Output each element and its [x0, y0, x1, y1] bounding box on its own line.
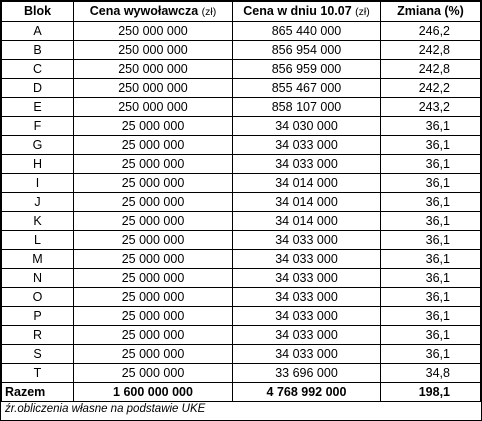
source-note: źr.obliczenia własne na podstawie UKE [5, 403, 206, 415]
cell-cena-wywolawcza: 250 000 000 [74, 98, 233, 117]
cell-zmiana: 242,8 [381, 41, 481, 60]
cell-cena-wywolawcza: 25 000 000 [74, 117, 233, 136]
total-row [2, 383, 481, 402]
cell-cena-wywolawcza: 250 000 000 [74, 41, 233, 60]
table-row [2, 212, 481, 231]
cell-zmiana: 36,1 [381, 326, 481, 345]
cell-cena-w-dniu: 34 033 000 [233, 288, 381, 307]
total-cena-wywolawcza: 1 600 000 000 [74, 383, 233, 402]
cell-cena-wywolawcza: 25 000 000 [74, 364, 233, 383]
cell-blok: F [2, 117, 74, 136]
cell-cena-w-dniu: 34 030 000 [233, 117, 381, 136]
table-row [2, 174, 481, 193]
cell-blok: R [2, 326, 74, 345]
cell-blok: O [2, 288, 74, 307]
cell-zmiana: 242,2 [381, 79, 481, 98]
cell-cena-w-dniu: 34 014 000 [233, 193, 381, 212]
cell-cena-wywolawcza: 25 000 000 [74, 174, 233, 193]
cell-blok: H [2, 155, 74, 174]
cell-cena-w-dniu: 34 033 000 [233, 269, 381, 288]
table-row [2, 345, 481, 364]
table-row [2, 117, 481, 136]
cell-blok: B [2, 41, 74, 60]
cell-blok: D [2, 79, 74, 98]
cell-cena-w-dniu: 34 033 000 [233, 250, 381, 269]
cell-cena-wywolawcza: 250 000 000 [74, 60, 233, 79]
cell-zmiana: 36,1 [381, 155, 481, 174]
cell-zmiana: 36,1 [381, 136, 481, 155]
table-row [2, 79, 481, 98]
cell-cena-w-dniu: 33 696 000 [233, 364, 381, 383]
cell-zmiana: 36,1 [381, 193, 481, 212]
cell-blok: J [2, 193, 74, 212]
cell-cena-wywolawcza: 25 000 000 [74, 269, 233, 288]
cell-blok: A [2, 22, 74, 41]
total-zmiana: 198,1 [381, 383, 481, 402]
cell-blok: P [2, 307, 74, 326]
cell-cena-wywolawcza: 25 000 000 [74, 155, 233, 174]
cell-cena-wywolawcza: 25 000 000 [74, 288, 233, 307]
header-row [2, 2, 481, 22]
header-blok: Blok [2, 2, 74, 22]
cell-cena-w-dniu: 34 033 000 [233, 307, 381, 326]
cell-blok: M [2, 250, 74, 269]
cell-cena-wywolawcza: 250 000 000 [74, 79, 233, 98]
table-row [2, 307, 481, 326]
cell-blok: G [2, 136, 74, 155]
cell-cena-wywolawcza: 25 000 000 [74, 231, 233, 250]
table-row [2, 231, 481, 250]
cell-cena-wywolawcza: 25 000 000 [74, 136, 233, 155]
cell-zmiana: 36,1 [381, 117, 481, 136]
cell-cena-wywolawcza: 25 000 000 [74, 326, 233, 345]
cell-cena-w-dniu: 34 014 000 [233, 212, 381, 231]
cell-cena-w-dniu: 865 440 000 [233, 22, 381, 41]
table-body [2, 22, 481, 383]
cell-cena-w-dniu: 34 014 000 [233, 174, 381, 193]
cell-cena-wywolawcza: 25 000 000 [74, 212, 233, 231]
cell-cena-w-dniu: 34 033 000 [233, 326, 381, 345]
cell-zmiana: 34,8 [381, 364, 481, 383]
cell-cena-w-dniu: 34 033 000 [233, 136, 381, 155]
total-cena-w-dniu: 4 768 992 000 [233, 383, 381, 402]
cell-blok: E [2, 98, 74, 117]
cell-blok: I [2, 174, 74, 193]
cell-blok: L [2, 231, 74, 250]
table-row [2, 60, 481, 79]
cell-blok: S [2, 345, 74, 364]
table-row [2, 98, 481, 117]
cell-cena-wywolawcza: 25 000 000 [74, 250, 233, 269]
cell-zmiana: 36,1 [381, 250, 481, 269]
total-label: Razem [2, 383, 74, 402]
table-row [2, 269, 481, 288]
cell-blok: K [2, 212, 74, 231]
table-row [2, 326, 481, 345]
table-row [2, 136, 481, 155]
cell-zmiana: 36,1 [381, 212, 481, 231]
header-cena-w-dniu: Cena w dniu 10.07 (zł) [233, 2, 381, 22]
table-row [2, 41, 481, 60]
header-cena-wywolawcza: Cena wywoławcza (zł) [74, 2, 233, 22]
cell-cena-wywolawcza: 250 000 000 [74, 22, 233, 41]
cell-cena-wywolawcza: 25 000 000 [74, 307, 233, 326]
cell-zmiana: 36,1 [381, 174, 481, 193]
cell-cena-w-dniu: 856 954 000 [233, 41, 381, 60]
cell-cena-w-dniu: 856 959 000 [233, 60, 381, 79]
cell-cena-w-dniu: 858 107 000 [233, 98, 381, 117]
table-row [2, 193, 481, 212]
cell-cena-w-dniu: 34 033 000 [233, 155, 381, 174]
cell-zmiana: 36,1 [381, 288, 481, 307]
cell-zmiana: 36,1 [381, 269, 481, 288]
cell-cena-wywolawcza: 25 000 000 [74, 193, 233, 212]
cell-cena-w-dniu: 855 467 000 [233, 79, 381, 98]
cell-blok: C [2, 60, 74, 79]
table-row [2, 364, 481, 383]
table-row [2, 250, 481, 269]
cell-cena-w-dniu: 34 033 000 [233, 345, 381, 364]
header-zmiana: Zmiana (%) [381, 2, 481, 22]
cell-zmiana: 36,1 [381, 307, 481, 326]
cell-zmiana: 242,8 [381, 60, 481, 79]
table-row [2, 155, 481, 174]
table-row [2, 288, 481, 307]
cell-zmiana: 36,1 [381, 231, 481, 250]
cell-blok: T [2, 364, 74, 383]
cell-blok: N [2, 269, 74, 288]
cell-cena-w-dniu: 34 033 000 [233, 231, 381, 250]
auction-prices-table [1, 1, 481, 402]
table-row [2, 22, 481, 41]
cell-cena-wywolawcza: 25 000 000 [74, 345, 233, 364]
cell-zmiana: 243,2 [381, 98, 481, 117]
cell-zmiana: 246,2 [381, 22, 481, 41]
cell-zmiana: 36,1 [381, 345, 481, 364]
